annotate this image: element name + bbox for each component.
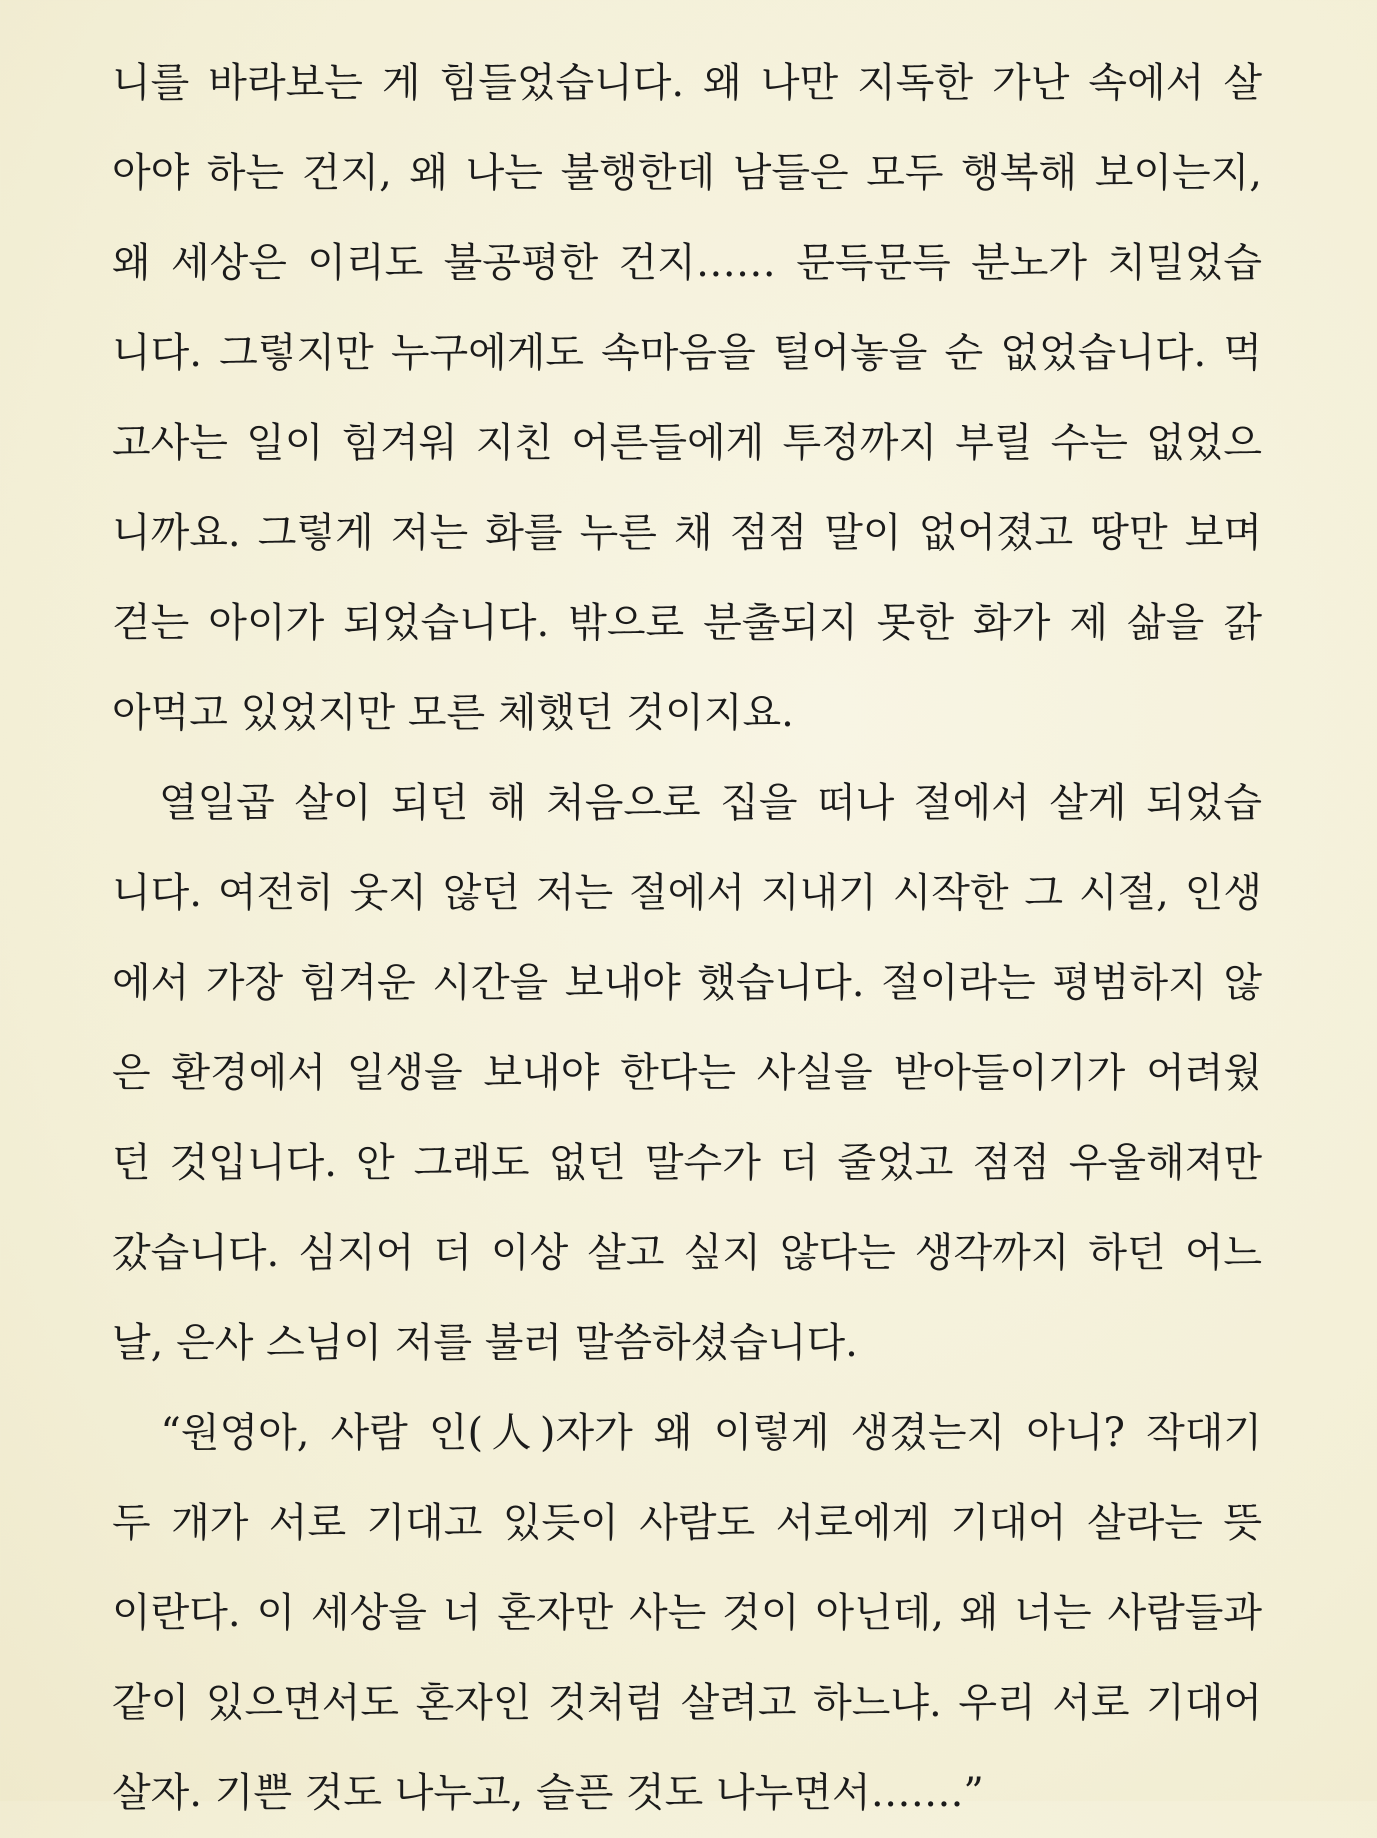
text-line: 아야 하는 건지, 왜 나는 불행한데 남들은 모두 행복해 보이는지,: [112, 150, 1262, 196]
text-line: 던 것입니다. 안 그래도 없던 말수가 더 줄었고 점점 우울해져만: [112, 1140, 1262, 1186]
text-line: 니를 바라보는 게 힘들었습니다. 왜 나만 지독한 가난 속에서 살: [112, 60, 1262, 106]
text-line: 날, 은사 스님이 저를 불러 말씀하셨습니다.: [112, 1320, 858, 1366]
text-line: 이란다. 이 세상을 너 혼자만 사는 것이 아닌데, 왜 너는 사람들과: [112, 1590, 1262, 1636]
text-line: 걷는 아이가 되었습니다. 밖으로 분출되지 못한 화가 제 삶을 갉: [112, 600, 1262, 646]
text-line: 살자. 기쁜 것도 나누고, 슬픈 것도 나누면서…….”: [112, 1770, 984, 1816]
text-line: 은 환경에서 일생을 보내야 한다는 사실을 받아들이기가 어려웠: [112, 1050, 1262, 1096]
text-line: 왜 세상은 이리도 불공평한 건지…… 문득문득 분노가 치밀었습: [112, 240, 1262, 286]
text-line: 아먹고 있었지만 모른 체했던 것이지요.: [112, 690, 794, 736]
text-line: 니까요. 그렇게 저는 화를 누른 채 점점 말이 없어졌고 땅만 보며: [112, 510, 1262, 556]
text-line: 갔습니다. 심지어 더 이상 살고 싶지 않다는 생각까지 하던 어느: [112, 1230, 1262, 1276]
text-line: 니다. 여전히 웃지 않던 저는 절에서 지내기 시작한 그 시절, 인생: [112, 870, 1262, 916]
text-line: 고사는 일이 힘겨워 지친 어른들에게 투정까지 부릴 수는 없었으: [112, 420, 1262, 466]
text-line: 에서 가장 힘겨운 시간을 보내야 했습니다. 절이라는 평범하지 않: [112, 960, 1262, 1006]
text-line: 같이 있으면서도 혼자인 것처럼 살려고 하느냐. 우리 서로 기대어: [112, 1680, 1262, 1726]
text-line: “원영아, 사람 인(人)자가 왜 이렇게 생겼는지 아니? 작대기: [112, 1410, 1262, 1456]
text-line: 니다. 그렇지만 누구에게도 속마음을 털어놓을 순 없었습니다. 먹: [112, 330, 1262, 376]
text-line: 열일곱 살이 되던 해 처음으로 집을 떠나 절에서 살게 되었습: [112, 780, 1262, 826]
body-text: [112, 38, 1262, 1838]
text-line: 두 개가 서로 기대고 있듯이 사람도 서로에게 기대어 살라는 뜻: [112, 1500, 1262, 1546]
